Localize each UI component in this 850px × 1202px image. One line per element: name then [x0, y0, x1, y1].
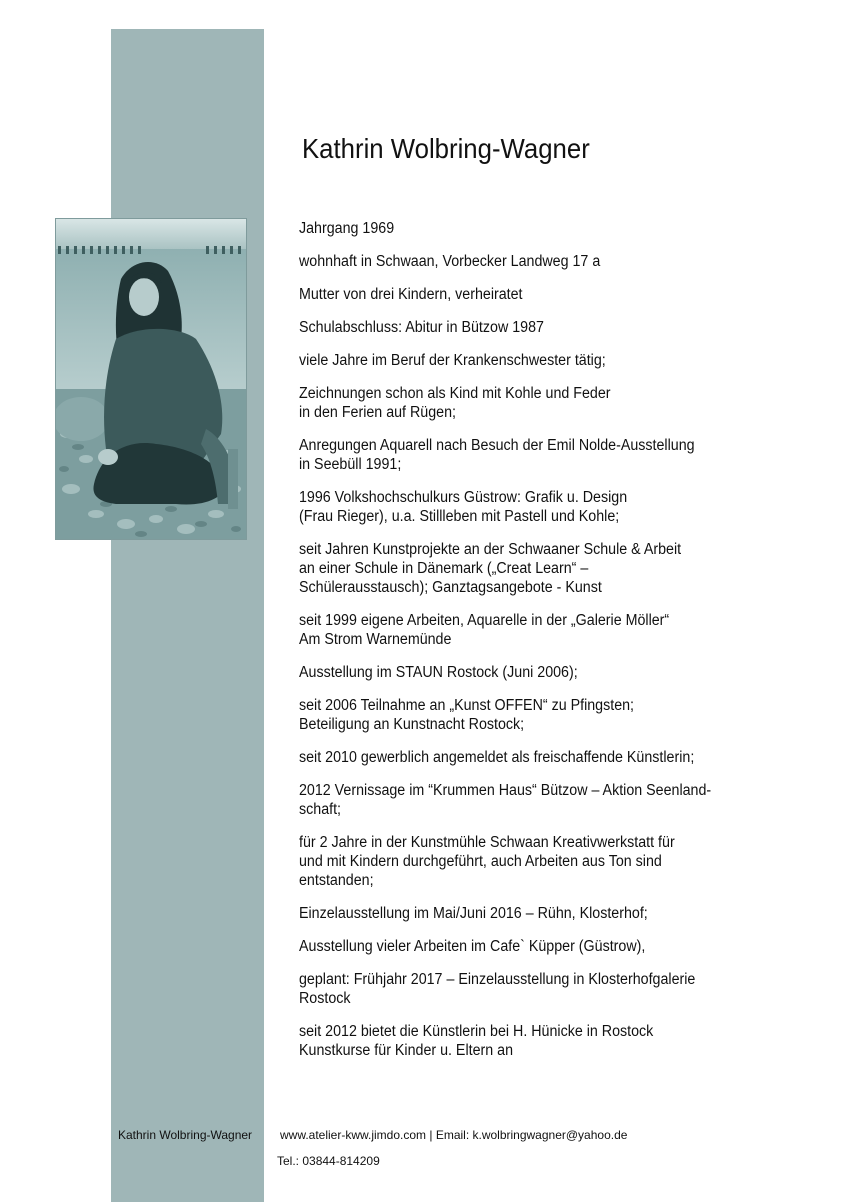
biography-entry: [299, 611, 769, 649]
biography-line: seit 1999 eigene Arbeiten, Aquarelle in der „Galerie Möller“: [299, 612, 670, 629]
biography-line: (Frau Rieger), u.a. Stillleben mit Pastell und Kohle;: [299, 508, 620, 525]
portrait-photo: [55, 218, 247, 540]
biography-entry: [299, 252, 769, 271]
biography-entry: [299, 696, 769, 734]
footer-name: Kathrin Wolbring-Wagner: [118, 1128, 253, 1142]
biography-line: Rostock: [299, 990, 351, 1007]
biography-line: 1996 Volkshochschulkurs Güstrow: Grafik u. Design: [299, 489, 628, 506]
biography-entry: [299, 384, 769, 422]
biography-line: Schülerausstausch); Ganztagsangebote - Kunst: [299, 579, 602, 596]
biography-entry: [299, 488, 769, 526]
page-title: Kathrin Wolbring-Wagner: [302, 133, 590, 164]
biography-list: [299, 219, 769, 1074]
biography-line: wohnhaft in Schwaan, Vorbecker Landweg 17 a: [299, 253, 601, 270]
biography-line: seit 2010 gewerblich angemeldet als freischaffende Künstlerin;: [299, 749, 695, 766]
biography-line: Mutter von drei Kindern, verheiratet: [299, 286, 523, 303]
portrait-photo-image: [56, 219, 246, 539]
biography-line: Schulabschluss: Abitur in Bützow 1987: [299, 319, 544, 336]
biography-entry: [299, 970, 769, 1008]
biography-line: schaft;: [299, 801, 342, 818]
biography-entry: [299, 833, 769, 890]
footer-phone: Tel.: 03844-814209: [277, 1154, 380, 1168]
biography-entry: [299, 663, 769, 682]
biography-entry: [299, 1022, 769, 1060]
biography-line: in Seebüll 1991;: [299, 456, 402, 473]
biography-line: Anregungen Aquarell nach Besuch der Emil Nolde-Ausstellung: [299, 437, 695, 454]
biography-line: Ausstellung im STAUN Rostock (Juni 2006);: [299, 664, 578, 681]
biography-line: für 2 Jahre in der Kunstmühle Schwaan Kreativwerkstatt für: [299, 834, 675, 851]
biography-entry: [299, 285, 769, 304]
biography-entry: [299, 781, 769, 819]
biography-line: Kunstkurse für Kinder u. Eltern an: [299, 1042, 514, 1059]
biography-line: seit Jahren Kunstprojekte an der Schwaaner Schule & Arbeit: [299, 541, 682, 558]
biography-line: viele Jahre im Beruf der Krankenschwester tätig;: [299, 352, 606, 369]
biography-line: Ausstellung vieler Arbeiten im Cafe` Küpper (Güstrow),: [299, 938, 646, 955]
biography-line: in den Ferien auf Rügen;: [299, 404, 456, 421]
biography-line: und mit Kindern durchgeführt, auch Arbeiten aus Ton sind: [299, 853, 662, 870]
biography-line: geplant: Frühjahr 2017 – Einzelausstellung in Klosterhofgalerie: [299, 971, 696, 988]
biography-line: 2012 Vernissage im “Krummen Haus“ Bützow – Aktion Seenland-: [299, 782, 712, 799]
biography-entry: [299, 748, 769, 767]
biography-entry: [299, 351, 769, 370]
biography-line: an einer Schule in Dänemark („Creat Learn“ –: [299, 560, 589, 577]
biography-line: seit 2006 Teilnahme an „Kunst OFFEN“ zu Pfingsten;: [299, 697, 635, 714]
biography-entry: [299, 540, 769, 597]
biography-line: Beteiligung an Kunstnacht Rostock;: [299, 716, 525, 733]
footer-contact: www.atelier-kww.jimdo.com | Email: k.wolbringwagner@yahoo.de: [280, 1128, 628, 1142]
biography-line: seit 2012 bietet die Künstlerin bei H. Hünicke in Rostock: [299, 1023, 654, 1040]
biography-line: Zeichnungen schon als Kind mit Kohle und Feder: [299, 385, 611, 402]
biography-line: entstanden;: [299, 872, 374, 889]
biography-line: Am Strom Warnemünde: [299, 631, 452, 648]
biography-line: Einzelausstellung im Mai/Juni 2016 – Rühn, Klosterhof;: [299, 905, 648, 922]
side-band: [111, 29, 264, 1202]
biography-entry: [299, 436, 769, 474]
biography-line: Jahrgang 1969: [299, 220, 395, 237]
biography-entry: [299, 904, 769, 923]
biography-entry: [299, 219, 769, 238]
biography-entry: [299, 937, 769, 956]
biography-entry: [299, 318, 769, 337]
